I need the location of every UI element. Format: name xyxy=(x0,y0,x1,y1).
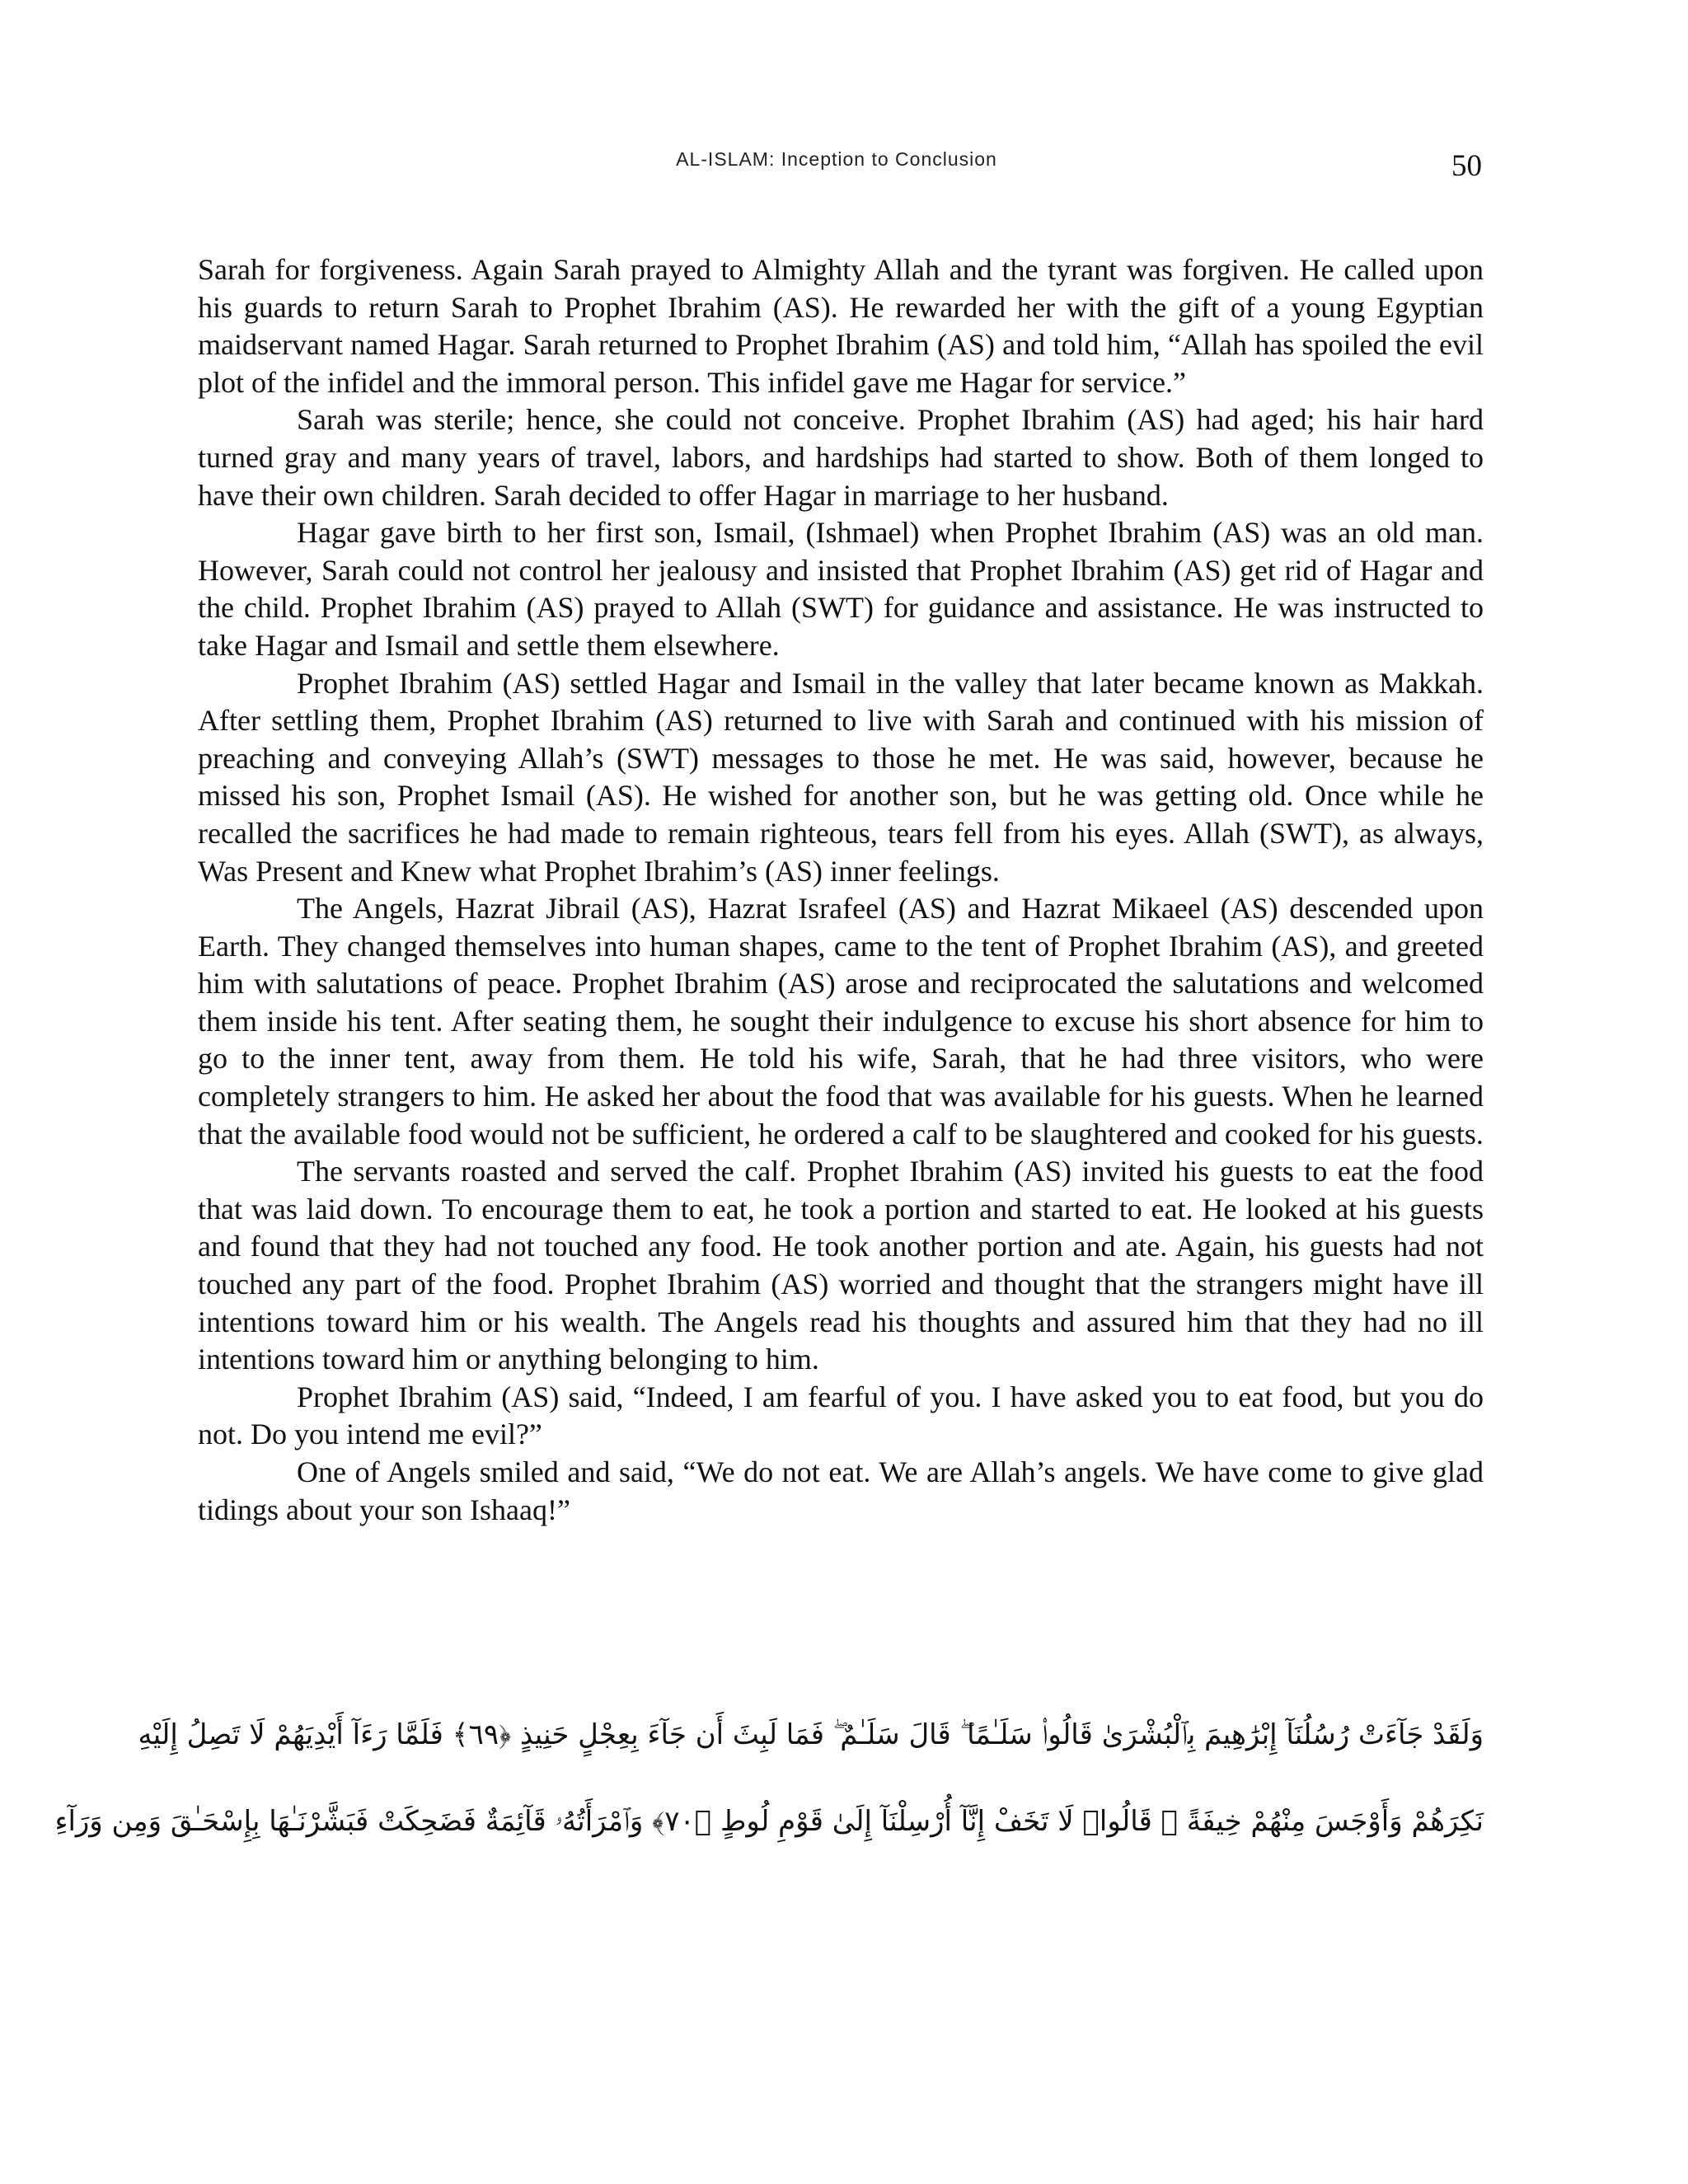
arabic-verse-line: وَلَقَدْ جَآءَتْ رُسُلُنَآ إِبْرَٰهِيمَ بِٱلْبُشْرَىٰ قَالُوا۟ سَلَـٰمًا ۖ قَالَ سَلَـٰمٌ ۖ فَمَا لَبِثَ أَن جَآءَ بِعِجْلٍ حَنِيذٍ ﴿٦٩﴾ فَلَمَّا رَءَآ أَيْدِيَهُمْ لَا تَصِلُ إِلَيْهِ xyxy=(138,1718,1484,1751)
arabic-verse-line: نَكِرَهُمْ وَأَوْجَسَ مِنْهُمْ خِيفَةً ۚ قَالُوا۟ لَا تَخَفْ إِنَّآ أُرْسِلْنَآ إِلَىٰ قَوْمِ لُوطٍ ﴿٧٠﴾ وَٱمْرَأَتُهُۥ قَآئِمَةٌ فَضَحِكَتْ فَبَشَّرْنَـٰهَا بِإِسْحَـٰقَ وَمِن وَرَآءِ xyxy=(54,1805,1484,1838)
running-header-title: AL-ISLAM: Inception to Conclusion xyxy=(676,148,997,170)
paragraph: Prophet Ibrahim (AS) settled Hagar and Ismail in the valley that later became known as Makkah. After settling them, Prophet Ibrahim (AS) returned to live with Sarah and continued with his mission of preaching and conveying Allah’s (SWT) messages to those he met. He was said, however, because he missed his son, Prophet Ismail (AS). He wished for another son, but he was getting old. Once while he recalled the sacrifices he had made to remain righteous, tears fell from his eyes. Allah (SWT), as always, Was Present and Knew what Prophet Ibrahim’s (AS) inner feelings. xyxy=(198,666,1484,888)
paragraph: Prophet Ibrahim (AS) said, “Indeed, I am fearful of you. I have asked you to eat food, but you do not. Do you intend me evil?” xyxy=(198,1380,1484,1451)
paragraph: The servants roasted and served the calf. Prophet Ibrahim (AS) invited his guests to eat the food that was laid down. To encourage them to eat, he took a portion and started to eat. He looked at his guests and found that they had not touched any food. He took another portion and ate. Again, his guests had not touched any part of the food. Prophet Ibrahim (AS) worried and thought that the strangers might have ill intentions toward him or his wealth. The Angels read his thoughts and assured him that they had no ill intentions toward him or anything belonging to him. xyxy=(198,1155,1484,1376)
body-text xyxy=(198,251,1484,1529)
paragraph: Sarah was sterile; hence, she could not conceive. Prophet Ibrahim (AS) had aged; his hair hard turned gray and many years of travel, labors, and hardships had started to show. Both of them longed to have their own children. Sarah decided to offer Hagar in marriage to her husband. xyxy=(198,403,1484,512)
paragraph: One of Angels smiled and said, “We do not eat. We are Allah’s angels. We have come to give glad tidings about your son Ishaaq!” xyxy=(198,1455,1484,1526)
paragraph: The Angels, Hazrat Jibrail (AS), Hazrat Israfeel (AS) and Hazrat Mikaeel (AS) descended upon Earth. They changed themselves into human shapes, came to the tent of Prophet Ibrahim (AS), and greeted him with salutations of peace. Prophet Ibrahim (AS) arose and reciprocated the salutations and welcomed them inside his tent. After seating them, he sought their indulgence to excuse his short absence for him to go to the inner tent, away from them. He told his wife, Sarah, that he had three visitors, who were completely strangers to him. He asked her about the food that was available for his guests. When he learned that the available food would not be sufficient, he ordered a calf to be slaughtered and cooked for his guests. xyxy=(198,892,1484,1151)
paragraph: Sarah for forgiveness. Again Sarah prayed to Almighty Allah and the tyrant was forgiven. He called upon his guards to return Sarah to Prophet Ibrahim (AS). He rewarded her with the gift of a young Egyptian maidservant named Hagar. Sarah returned to Prophet Ibrahim (AS) and told him, “Allah has spoiled the evil plot of the infidel and the immoral person. This infidel gave me Hagar for service.” xyxy=(198,253,1484,399)
page-number: 50 xyxy=(1451,149,1482,183)
paragraph: Hagar gave birth to her first son, Ismail, (Ishmael) when Prophet Ibrahim (AS) was an old man. However, Sarah could not control her jealousy and insisted that Prophet Ibrahim (AS) get rid of Hagar and the child. Prophet Ibrahim (AS) prayed to Allah (SWT) for guidance and assistance. He was instructed to take Hagar and Ismail and settle them elsewhere. xyxy=(198,516,1484,662)
